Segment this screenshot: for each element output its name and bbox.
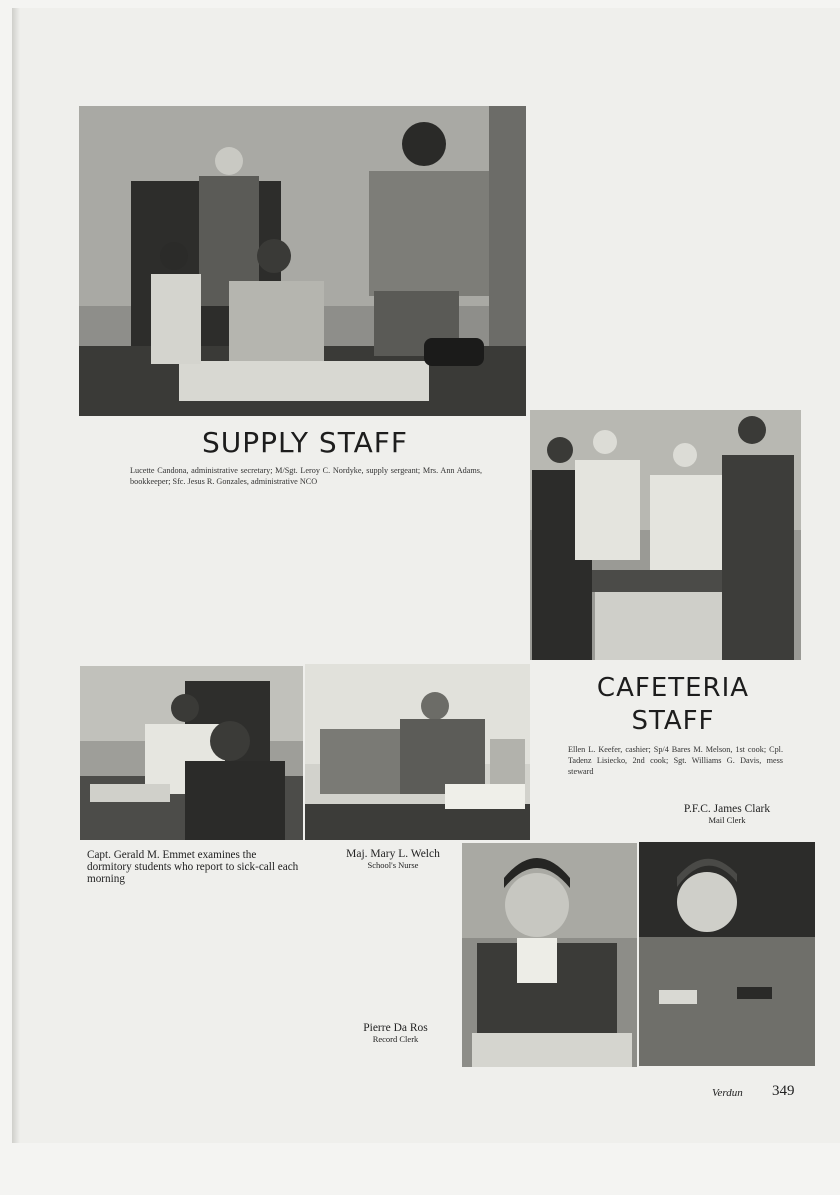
welch-name: Maj. Mary L. Welch <box>346 848 440 860</box>
clark-role: Mail Clerk <box>708 815 746 825</box>
page-binding-edge <box>12 8 20 1143</box>
welch-label <box>322 848 464 870</box>
cafeteria-staff-caption: Ellen L. Keefer, cashier; Sp/4 Bares M. Melson, 1st cook; Cpl. Tadenz Lisiecko, 2nd cook; Sgt. Williams G. Davis, mess steward <box>568 745 783 776</box>
cafeteria-staff-title-line2: STAFF <box>631 706 715 736</box>
clark-name: P.F.C. James Clark <box>683 803 771 815</box>
welch-role: School's Nurse <box>367 860 419 870</box>
cafeteria-staff-title-line1: CAFETERIA <box>596 673 750 703</box>
clark-label <box>652 803 802 825</box>
da-ros-name: Pierre Da Ros <box>363 1022 428 1034</box>
da-ros-label <box>333 1022 458 1044</box>
emmet-sick-call-photo <box>80 666 303 840</box>
footer-book-name: Verdun <box>712 1087 743 1099</box>
emmet-caption: Capt. Gerald M. Emmet examines the dormitory students who report to sick-call each morning <box>87 849 299 885</box>
cafeteria-staff-photo <box>530 410 801 660</box>
da-ros-photo <box>462 843 637 1067</box>
supply-staff-title: SUPPLY STAFF <box>202 426 408 459</box>
welch-nurse-photo <box>305 664 530 840</box>
supply-staff-photo <box>79 106 526 416</box>
da-ros-role: Record Clerk <box>372 1034 419 1044</box>
supply-staff-caption: Lucette Candona, administrative secretary; M/Sgt. Leroy C. Nordyke, supply sergeant; Mrs. Ann Adams, bookkeeper; Sfc. Jesus R. Gonzales, administrative NCO <box>130 466 482 486</box>
page-number: 349 <box>772 1083 795 1099</box>
clark-photo <box>639 842 815 1066</box>
